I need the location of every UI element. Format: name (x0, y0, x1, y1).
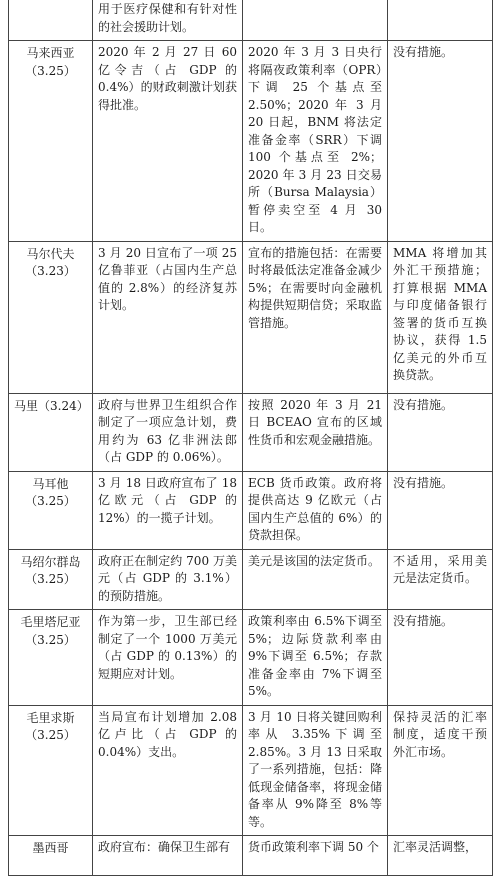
country-date: （3.25） (25, 572, 76, 586)
fiscal-cell: 政府宣布：确保卫生部有 (93, 836, 243, 876)
table-row (9, 241, 493, 393)
table-row (9, 471, 493, 549)
country-cell (9, 549, 93, 610)
country-name: 马耳他 (32, 476, 69, 491)
fx-cell (388, 0, 493, 41)
country-cell (9, 241, 93, 393)
country-cell (9, 705, 93, 836)
fx-cell: 没有措施。 (388, 610, 493, 706)
country-date: （3.23） (25, 264, 76, 278)
fiscal-cell: 政府正在制定约 700 万美元（占 GDP 的 3.1%）的预防措施。 (93, 549, 243, 610)
monetary-cell: 宣布的措施包括：在需要时将最低法定准备金减少 5%；在需要时向金融机构提供短期信贷；采取监管措施。 (243, 241, 388, 393)
fx-cell: 保持灵活的汇率制度，适度干预外汇市场。 (388, 705, 493, 836)
fiscal-cell: 用于医疗保健和有针对性的社会援助计划。 (93, 0, 243, 41)
country-cell (9, 610, 93, 706)
country-cell (9, 41, 93, 242)
fiscal-cell: 作为第一步，卫生部已经制定了一个 1000 万美元（占 GDP 的 0.13%）的短期应对计划。 (93, 610, 243, 706)
country-cell (9, 836, 93, 876)
table-row (9, 610, 493, 706)
fx-cell: MMA 将增加其外汇干预措施；打算根据 MMA 与印度储备银行签署的货币互换协议，获得 1.5 亿美元的外币互换贷款。 (388, 241, 493, 393)
country-name: 马尔代夫 (26, 246, 75, 261)
table-row (9, 41, 493, 242)
country-date: （3.25） (25, 728, 76, 742)
country-cell (9, 393, 93, 471)
fiscal-cell: 3 月 18 日政府宣布了 18 亿欧元（占 GDP 的 12%）的一揽子计划。 (93, 471, 243, 549)
monetary-cell: 3 月 10 日将关键回购利率从 3.35%下调至 2.85%。3 月 13 日采取了一系列措施，包括：降低现金储备率，将现金储备率从 9%降至 8%等等。 (243, 705, 388, 836)
country-date: （3.25） (25, 63, 76, 78)
country-name: 毛里求斯 (26, 710, 75, 725)
fiscal-cell: 3 月 20 日宣布了一项 25 亿鲁菲亚（占国内生产总值的 2.8%）的经济复苏计划。 (93, 241, 243, 393)
monetary-cell: 按照 2020 年 3 月 21 日 BCEAO 宣布的区域性货币和宏观金融措施。 (243, 393, 388, 471)
monetary-cell: 2020 年 3 月 3 日央行将隔夜政策利率（OPR）下调 25 个基点至 2.50%；2020 年 3 月 20 日起，BNM 将法定准备金率（SRR）下调 100 个基点至 2%；2020 年 3 月 23 日交易所（Bursa Malaysia）暂停卖空至 4 月 30 日。 (243, 41, 388, 242)
fiscal-cell: 2020 年 2 月 27 日 60 亿令吉（占 GDP 的 0.4%）的财政刺激计划获得批准。 (93, 41, 243, 242)
monetary-cell (243, 0, 388, 41)
country-date: （3.25） (25, 632, 76, 647)
monetary-cell: 美元是该国的法定货币。 (243, 549, 388, 610)
table-row (9, 0, 493, 41)
country-cell (9, 0, 93, 41)
country-cell (9, 471, 93, 549)
fx-cell: 没有措施。 (388, 471, 493, 549)
fx-cell: 没有措施。 (388, 41, 493, 242)
table-row (9, 393, 493, 471)
fiscal-cell: 当局宣布计划增加 2.08 亿卢比（占 GDP 的 0.04%）支出。 (93, 705, 243, 836)
country-name: 毛里塔尼亚 (20, 615, 81, 629)
country-name: 马来西亚 (26, 46, 75, 60)
table-row (9, 836, 493, 876)
country-date: （3.25） (25, 494, 76, 508)
table-row (9, 705, 493, 836)
policy-table (8, 0, 493, 876)
country-name: 墨西哥 (32, 841, 69, 855)
monetary-cell: 货币政策利率下调 50 个 (243, 836, 388, 876)
country-name: 马里（3.24） (14, 398, 89, 413)
fx-cell: 汇率灵活调整， (388, 836, 493, 876)
monetary-cell: ECB 货币政策。政府将提供高达 9 亿欧元（占国内生产总值的 6%）的贷款担保。 (243, 471, 388, 549)
fx-cell: 没有措施。 (388, 393, 493, 471)
fx-cell: 不适用，采用美元是法定货币。 (388, 549, 493, 610)
country-name: 马绍尔群岛 (20, 554, 81, 569)
fiscal-cell: 政府与世界卫生组织合作制定了一项应急计划，费用约为 63 亿非洲法郎（占 GDP 的 0.06%）。 (93, 393, 243, 471)
table-row (9, 549, 493, 610)
monetary-cell: 政策利率由 6.5%下调至 5%；边际贷款利率由 9%下调至 6.5%；存款准备金率由 7%下调至 5%。 (243, 610, 388, 706)
